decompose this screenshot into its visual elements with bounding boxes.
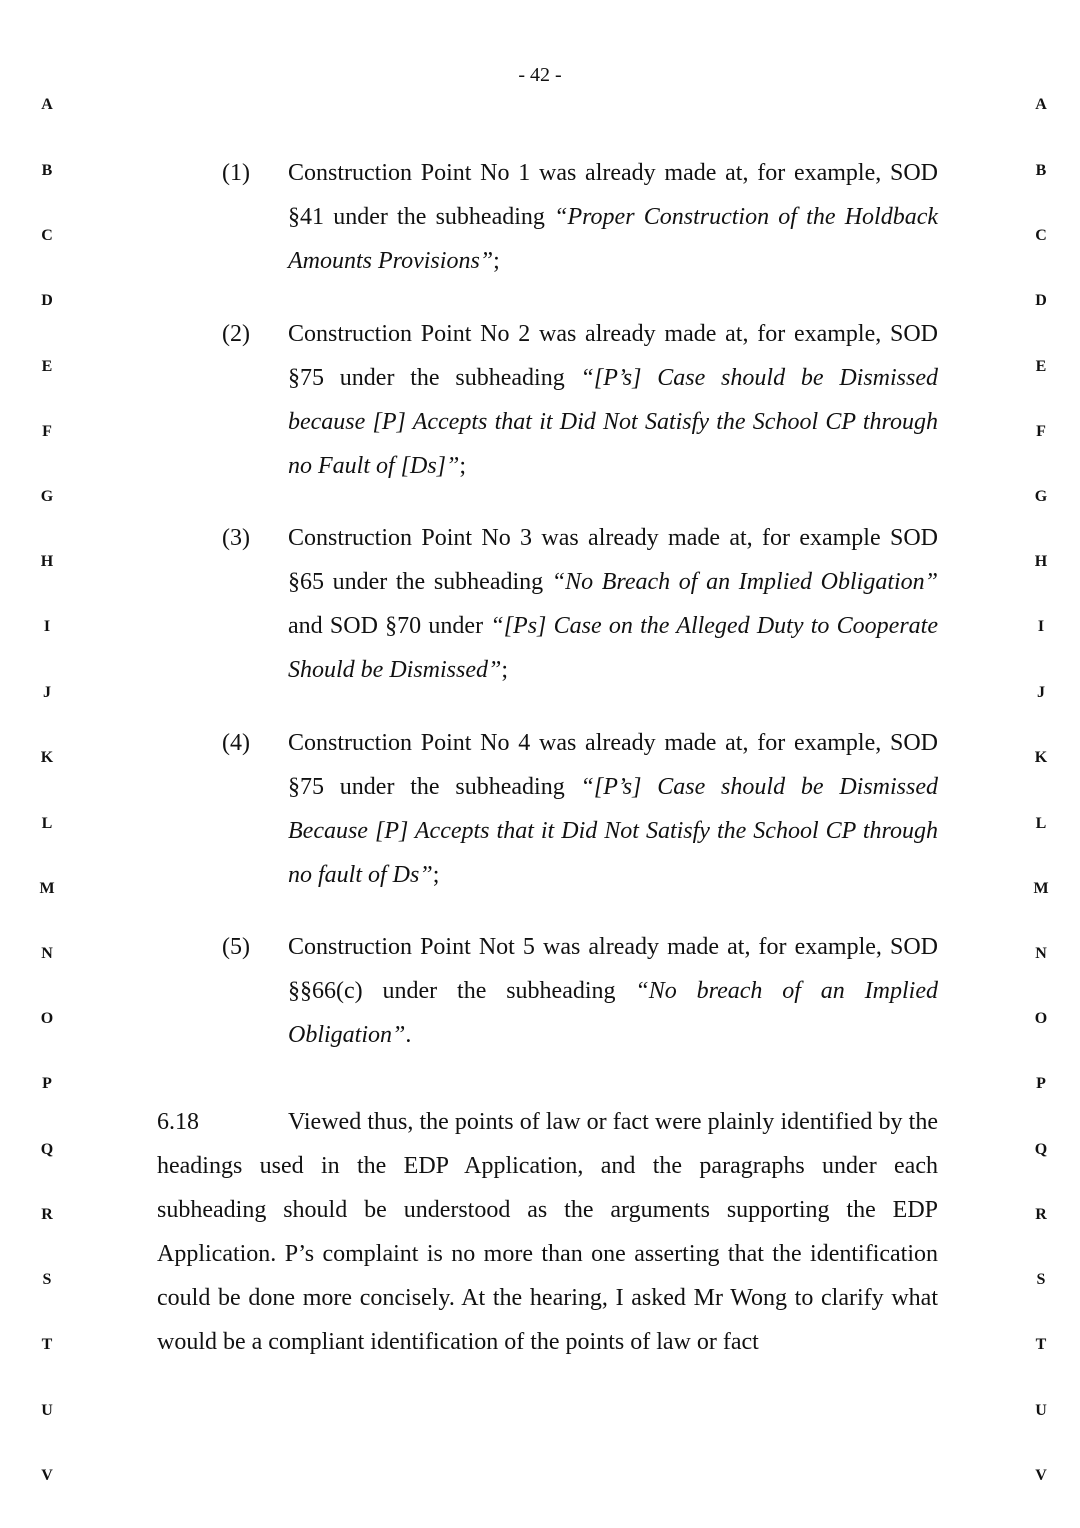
right-margin-letter: E [1035, 358, 1047, 375]
text-run: . [405, 1022, 412, 1048]
left-margin-letter: I [43, 618, 51, 635]
list-item-number: (5) [222, 934, 250, 960]
text-run: Construction Point No 4 was already made at, for example, SOD §75 under the subheading [288, 730, 938, 800]
list-item [222, 151, 938, 283]
right-margin-letter: H [1034, 553, 1048, 570]
left-margin-letter: K [40, 749, 54, 766]
left-margin-letter: M [39, 880, 55, 897]
text-run: Construction Point No 2 was already made at, for example, SOD §75 under the subheading [288, 321, 938, 391]
right-margin-letter: N [1035, 945, 1047, 962]
right-margin-letter: K [1034, 749, 1048, 766]
list-item-text [288, 721, 938, 897]
italic-quote: “[P’s] Case should be Dismissed Because [P] Accepts that it Did Not Satisfy the School CP through no fault of Ds” [288, 774, 938, 888]
right-margin-letter: F [1036, 423, 1046, 440]
text-run: ; [459, 453, 467, 479]
text-run: Construction Point No 1 was already made at, for example, SOD §41 under the subheading [288, 160, 938, 230]
text-run: ; [501, 657, 509, 683]
left-margin-letter: A [41, 96, 53, 113]
paragraph-6-18 [157, 1100, 938, 1364]
list-item-number: (3) [222, 525, 250, 551]
right-margin-letter: J [1037, 684, 1045, 701]
right-margin-letter: P [1036, 1075, 1046, 1092]
text-run: ; [432, 862, 440, 888]
paragraph-number: 6.18 [157, 1109, 199, 1135]
left-margin-letter: L [41, 815, 53, 832]
right-margin-letter: O [1034, 1010, 1048, 1027]
right-margin-letter: B [1035, 162, 1047, 179]
text-run: and SOD §70 under [288, 613, 491, 639]
left-margin-letter: O [40, 1010, 54, 1027]
left-margin-letter: C [41, 227, 53, 244]
left-margin-letters [32, 0, 62, 1528]
list-item [222, 721, 938, 897]
italic-quote: “Proper Construction of the Holdback Amounts Provisions” [288, 204, 938, 274]
right-margin-letters [1026, 0, 1056, 1528]
list-item [222, 516, 938, 692]
list-item-text [288, 312, 938, 488]
list-item-text [288, 516, 938, 692]
right-margin-letter: C [1035, 227, 1047, 244]
text-run: Construction Point Not 5 was already made at, for example, SOD §§66(c) under the subheading [288, 934, 938, 1004]
right-margin-letter: D [1035, 292, 1047, 309]
left-margin-letter: B [41, 162, 53, 179]
list-item-number: (2) [222, 321, 250, 347]
right-margin-letter: G [1034, 488, 1048, 505]
left-margin-letter: V [41, 1467, 53, 1484]
left-margin-letter: F [42, 423, 52, 440]
left-margin-letter: J [43, 684, 51, 701]
right-margin-letter: T [1035, 1336, 1047, 1353]
list-item-text [288, 151, 938, 283]
list-item-number: (4) [222, 730, 250, 756]
italic-quote: “No breach of an Implied Obligation” [288, 978, 938, 1048]
right-margin-letter: M [1033, 880, 1049, 897]
italic-quote: “[Ps] Case on the Alleged Duty to Cooperate Should be Dismissed” [288, 613, 938, 683]
left-margin-letter: H [40, 553, 54, 570]
left-margin-letter: D [41, 292, 53, 309]
right-margin-letter: U [1035, 1402, 1047, 1419]
left-margin-letter: N [41, 945, 53, 962]
text-run: ; [493, 248, 500, 274]
left-margin-letter: T [41, 1336, 53, 1353]
right-margin-letter: V [1035, 1467, 1047, 1484]
list-item [222, 925, 938, 1057]
right-margin-letter: R [1035, 1206, 1047, 1223]
list-item-number: (1) [222, 160, 250, 186]
left-margin-letter: S [42, 1271, 52, 1288]
left-margin-letter: G [40, 488, 54, 505]
list-item-text [288, 925, 938, 1057]
paragraph-text: Viewed thus, the points of law or fact were plainly identified by the headings used in the EDP Application, and the paragraphs under each subheading should be understood as the arguments supporting the EDP Application. P’s complaint is no more than one asserting that the identification could be done more concisely. At the hearing, I asked Mr Wong to clarify what would be a compliant identification of the points of law or fact [157, 1109, 938, 1355]
right-margin-letter: I [1037, 618, 1045, 635]
list-item [222, 312, 938, 488]
right-margin-letter: L [1035, 815, 1047, 832]
left-margin-letter: E [41, 358, 53, 375]
left-margin-letter: R [41, 1206, 53, 1223]
right-margin-letter: S [1036, 1271, 1046, 1288]
italic-quote: “[P’s] Case should be Dismissed because [P] Accepts that it Did Not Satisfy the School CP through no Fault of [Ds]” [288, 365, 938, 479]
left-margin-letter: P [42, 1075, 52, 1092]
right-margin-letter: A [1035, 96, 1047, 113]
page-number: - 42 - [518, 64, 562, 86]
left-margin-letter: Q [40, 1141, 54, 1158]
right-margin-letter: Q [1034, 1141, 1048, 1158]
left-margin-letter: U [41, 1402, 53, 1419]
italic-quote: “No Breach of an Implied Obligation” [551, 569, 938, 595]
text-run: Construction Point No 3 was already made at, for example SOD §65 under the subheading [288, 525, 938, 595]
